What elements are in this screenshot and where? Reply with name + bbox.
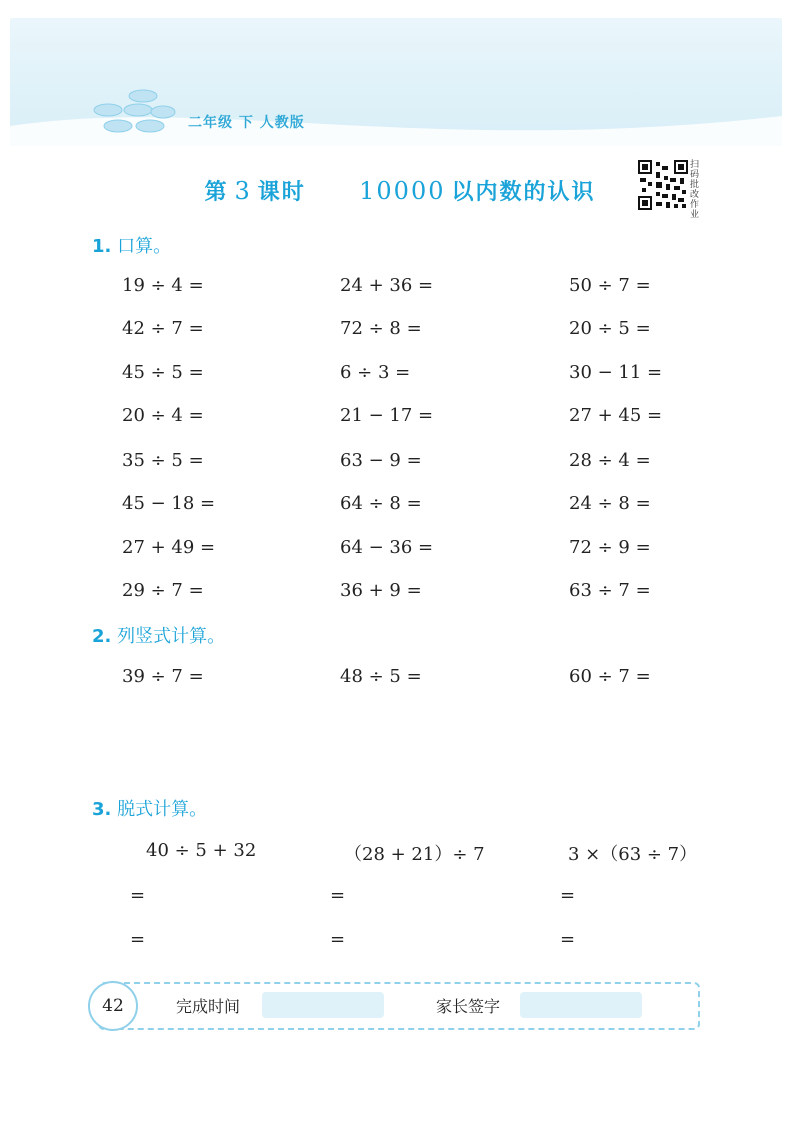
mental-math-item: 19 ÷ 4 = [122,275,204,296]
stepwise-expression: （28 + 21）÷ 7 [344,844,485,865]
stepwise-eq-sign: = [130,885,146,906]
mental-math-item: 42 ÷ 7 = [122,318,204,339]
lesson-prefix: 第 [204,180,229,205]
section-1-title: 口算。 [117,236,172,257]
stepwise-expression: 3 ×（63 ÷ 7） [568,844,698,865]
mental-math-item: 45 − 18 = [122,493,216,514]
stepwise-eq-sign: = [560,929,576,950]
lesson-range: 10000 [359,177,446,205]
qr-code-icon[interactable] [638,160,688,210]
mental-math-item: 64 ÷ 8 = [340,493,422,514]
mental-math-item: 72 ÷ 8 = [340,318,422,339]
cloud-logo-icon [88,86,178,136]
lesson-suffix: 课时 [257,180,306,205]
mental-math-item: 72 ÷ 9 = [569,537,651,558]
section-1-number: 1. [92,236,112,257]
grade-label: 二年级 下 人教版 [188,115,305,131]
mental-math-item: 35 ÷ 5 = [122,450,204,471]
mental-math-item: 20 ÷ 5 = [569,318,651,339]
mental-math-item: 21 − 17 = [340,405,434,426]
mental-math-item: 50 ÷ 7 = [569,275,651,296]
section-2-title: 列竖式计算。 [117,626,226,647]
lesson-topic: 以内数的认识 [451,180,596,205]
lesson-number: 3 [234,177,252,205]
mental-math-item: 63 − 9 = [340,450,422,471]
qr-label: 扫码批改作业 [690,160,700,220]
section-3-number: 3. [92,799,112,820]
mental-math-item: 24 ÷ 8 = [569,493,651,514]
mental-math-item: 64 − 36 = [340,537,434,558]
mental-math-item: 63 ÷ 7 = [569,580,651,601]
mental-math-item: 27 + 45 = [569,405,663,426]
mental-math-item: 24 + 36 = [340,275,434,296]
vertical-calc-item: 60 ÷ 7 = [569,666,651,687]
page-number: 42 [88,981,138,1031]
section-2-number: 2. [92,626,112,647]
mental-math-item: 20 ÷ 4 = [122,405,204,426]
completion-time-field[interactable] [262,992,384,1018]
section-3-heading [92,795,207,821]
vertical-calc-item: 48 ÷ 5 = [340,666,422,687]
mental-math-item: 29 ÷ 7 = [122,580,204,601]
stepwise-eq-sign: = [560,885,576,906]
mental-math-item: 45 ÷ 5 = [122,362,204,383]
vertical-calc-item: 39 ÷ 7 = [122,666,204,687]
mental-math-item: 6 ÷ 3 = [340,362,411,383]
stepwise-eq-sign: = [330,929,346,950]
stepwise-eq-sign: = [330,885,346,906]
section-2-heading [92,622,225,648]
section-1-heading [92,232,171,258]
parent-signature-field[interactable] [520,992,642,1018]
mental-math-item: 36 + 9 = [340,580,422,601]
completion-time-label: 完成时间 [176,997,241,1016]
section-3-title: 脱式计算。 [117,799,208,820]
mental-math-item: 27 + 49 = [122,537,216,558]
mental-math-item: 28 ÷ 4 = [569,450,651,471]
mental-math-item: 30 − 11 = [569,362,663,383]
stepwise-eq-sign: = [130,929,146,950]
stepwise-expression: 40 ÷ 5 + 32 [146,840,257,861]
parent-signature-label: 家长签字 [436,997,501,1016]
